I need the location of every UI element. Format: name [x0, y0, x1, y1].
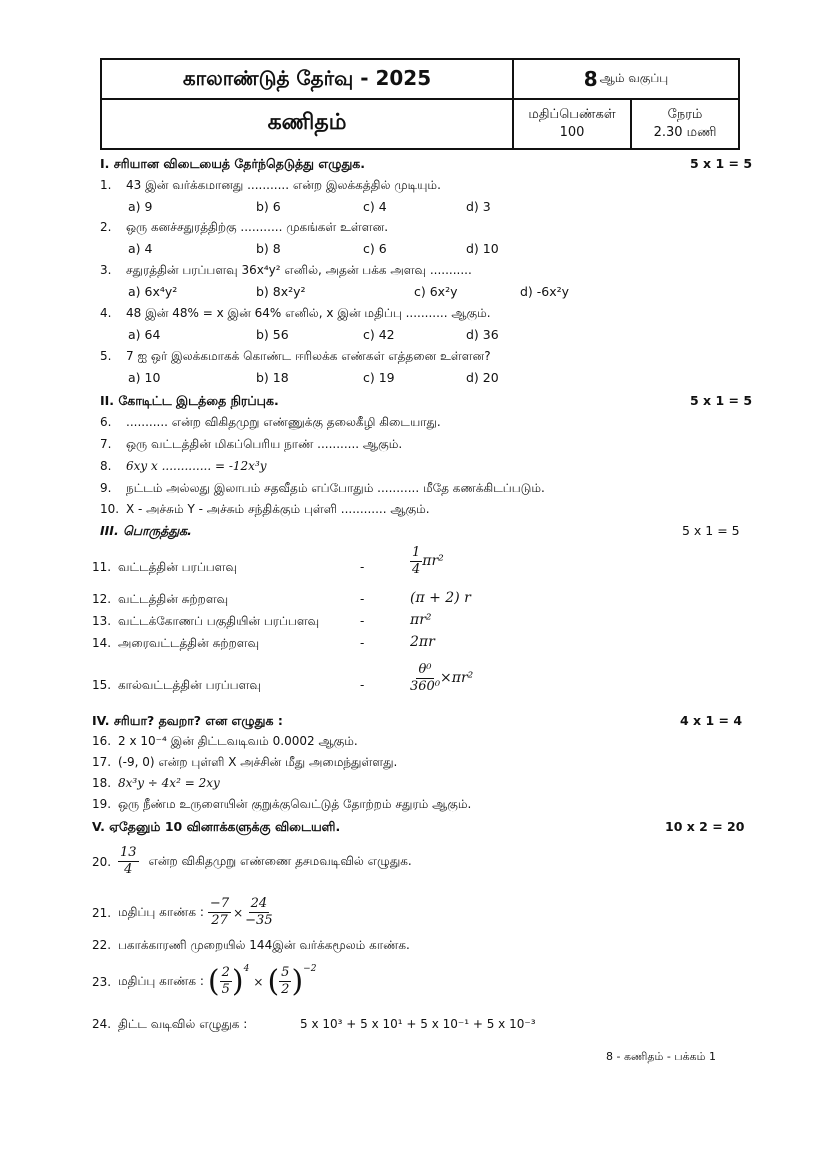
q1-option-c: c) 4 [363, 199, 387, 214]
grade-label: ஆம் வகுப்பு [599, 71, 669, 85]
match-15: $\frac{\text{θ⁰}}{\text{360⁰}}$ ×πr² [410, 662, 474, 694]
section3-heading: III. பொருத்துக. [100, 523, 192, 538]
question-15: 15. கால்வட்டத்தின் பரப்பளவு [92, 678, 261, 692]
section1-marks: 5 x 1 = 5 [690, 156, 753, 171]
marks-label: மதிப்பெண்கள் [528, 107, 616, 122]
q4-option-c: c) 42 [363, 327, 395, 342]
question-24: 24. திட்ட வடிவில் எழுதுக : [92, 1017, 248, 1031]
marks-value: 100 [559, 125, 585, 140]
subject-title: கணிதம் [267, 110, 347, 135]
time-value: 2.30 மணி [653, 125, 717, 140]
question-5: 5. 7 ஐ ஒர் இலக்கமாகக் கொண்ட ஈரிலக்க எண்கள் எத்தனை உள்ளன? [100, 349, 491, 363]
grade-number: 8 [583, 67, 598, 91]
q4-option-d: d) 36 [466, 327, 499, 342]
q5-option-a: a) 10 [128, 370, 161, 385]
q4-option-a: a) 64 [128, 327, 161, 342]
question-18: 18. 8x³y ÷ 4x² = 2xy [92, 776, 220, 790]
q5-option-c: c) 19 [363, 370, 395, 385]
q3-option-a: a) 6x⁴y² [128, 284, 178, 299]
q3-option-b: b) 8x²y² [256, 284, 306, 299]
q2-option-c: c) 6 [363, 241, 387, 256]
q2-option-b: b) 8 [256, 241, 281, 256]
exam-page: காலாண்டுத் தேர்வு - 2025 8 ஆம் வகுப்பு கணிதம் மதிப்பெண்கள் 100 நேரம் 2.30 மணி I. சரியான விடையைத் தேர்ந்தெடுத்து எழுதுக. 5 x 1 = 5 1. 43 இன் வர்க்கமானது ........... என்ற இலக்கத்தில் முடியும். a) 9 b) 6 c) 4 d) 3 2. ஒரு கனச்சதுரத்திற்கு ........... முகங்கள் உள்ளன. a) 4 b) 8 c) 6 d) 10 3. சதுரத்தின் பரப்பளவு 36x⁴y² எனில், அதன் பக்க அளவு ........... a) 6x⁴y² b) 8x²y² c) 6x²y d) -6x²y 4. 48 இன் 48% = x இன் 64% எனில், x இன் மதிப்பு ........... ஆகும். a) 64 b) 56 c) 42 d) 36 5. 7 ஐ ஒர் இலக்கமாகக் கொண்ட ஈரிலக்க எண்கள் எத்தனை உள்ளன? a) 10 b) 18 c) 19 d) 20 II. கோடிட்ட இடத்தை நிரப்புக. 5 x 1 = 5 6. ........... என்ற விகிதமுறு எண்ணுக்கு தலைகீழி கிடையாது. 7. ஒரு வட்டத்தின் மிகப்பெரிய நாண் ........... ஆகும். 8. 6xy x ............. = -12x³y 9. நட்டம் அல்லது இலாபம் சதவீதம் எப்போதும் ........... மீதே கணக்கிடப்படும். 10. X - அச்சும் Y - அச்சும் சந்திக்கும் புள்ளி ............ ஆகும். III. பொருத்துக. 5 x 1 = 5 11. வட்டத்தின் பரப்பளவு - $\frac{1}{4}$ πr² 12. வட்டத்தின் சுற்றளவு - (π + 2) r 13. வட்டக்கோணப் பகுதியின் பரப்பளவு - πr² 14. அரைவட்டத்தின் சுற்றளவு - 2πr 15. கால்வட்டத்தின் பரப்பளவு - $\frac{\text{θ⁰}}{\text{360⁰}}$ ×πr² IV. சரியா? தவறா? என எழுதுக : 4 x 1 = 4 16. 2 x 10⁻⁴ இன் திட்டவடிவம் 0.0002 ஆகும். 17. (-9, 0) என்ற புள்ளி X அச்சின் மீது அமைந்துள்ளது. 18. 8x³y ÷ 4x² = 2xy 19. ஒரு நீண்ம உருளையின் குறுக்குவெட்டுத் தோற்றம் சதுரம் ஆகும். V. ஏதேனும் 10 வினாக்களுக்கு விடையளி. 10 x 2 = 20 20. $\frac{13}{4}$ என்ற விகிதமுறு எண்ணை தசமவடிவில் எழுதுக. 21. மதிப்பு காண்க : $\frac{-7}{27}$ × $\frac{24}{-35}$ 22. பகாக்காரணி முறையில் 144இன் வர்க்கமூலம் காண்க. 23. மதிப்பு காண்க : ( $\frac{2}{5}$ ) $^4$ × ( $\frac{5}{2}$ ) $^{-2}$ 24. திட்ட வடிவில் எழுதுக : 5 x 10³ + 5 x 10¹ + 5 x 10⁻¹ + 5 x 10⁻³ 8 - கணிதம் - பக்கம் 1 [0, 0, 826, 1168]
match-13: πr² [410, 612, 432, 628]
page-footer: 8 - கணிதம் - பக்கம் 1 [606, 1050, 716, 1063]
q5-option-d: d) 20 [466, 370, 499, 385]
q1-option-d: d) 3 [466, 199, 491, 214]
time-label: நேரம் [667, 107, 703, 122]
q2-option-d: d) 10 [466, 241, 499, 256]
question-17: 17. (-9, 0) என்ற புள்ளி X அச்சின் மீது அமைந்துள்ளது. [92, 755, 398, 769]
question-3: 3. சதுரத்தின் பரப்பளவு 36x⁴y² எனில், அதன் பக்க அளவு ........... [100, 263, 472, 277]
section4-marks: 4 x 1 = 4 [680, 713, 743, 728]
section2-marks: 5 x 1 = 5 [690, 393, 753, 408]
section4-heading: IV. சரியா? தவறா? என எழுதுக : [92, 713, 283, 728]
q5-option-b: b) 18 [256, 370, 289, 385]
q1-option-a: a) 9 [128, 199, 153, 214]
question-12: 12. வட்டத்தின் சுற்றளவு [92, 592, 229, 606]
section5-heading: V. ஏதேனும் 10 வினாக்களுக்கு விடையளி. [92, 819, 341, 834]
match-11: $\frac{1}{4}$ πr² [412, 545, 444, 577]
q2-option-a: a) 4 [128, 241, 153, 256]
section5-marks: 10 x 2 = 20 [665, 819, 745, 834]
question-4: 4. 48 இன் 48% = x இன் 64% எனில், x இன் மதிப்பு ........... ஆகும். [100, 306, 491, 320]
question-10: 10. X - அச்சும் Y - அச்சும் சந்திக்கும் புள்ளி ............ ஆகும். [100, 502, 430, 516]
question-21: 21. மதிப்பு காண்க : $\frac{-7}{27}$ × $\frac{24}{-35}$ [92, 896, 273, 928]
question-16: 16. 2 x 10⁻⁴ இன் திட்டவடிவம் 0.0002 ஆகும். [92, 734, 358, 748]
question-13: 13. வட்டக்கோணப் பகுதியின் பரப்பளவு [92, 614, 320, 628]
question-11: 11. வட்டத்தின் பரப்பளவு [92, 560, 237, 574]
question-2: 2. ஒரு கனச்சதுரத்திற்கு ........... முகங்கள் உள்ளன. [100, 220, 389, 234]
question-22: 22. பகாக்காரணி முறையில் 144இன் வர்க்கமூலம் காண்க. [92, 938, 410, 952]
match-14: 2πr [410, 634, 435, 650]
section3-marks: 5 x 1 = 5 [682, 523, 740, 538]
section1-heading: I. சரியான விடையைத் தேர்ந்தெடுத்து எழுதுக. [100, 156, 366, 171]
question-6: 6. ........... என்ற விகிதமுறு எண்ணுக்கு தலைகீழி கிடையாது. [100, 415, 441, 429]
exam-title: காலாண்டுத் தேர்வு - 2025 [182, 65, 432, 90]
q3-option-d: d) -6x²y [520, 284, 570, 299]
question-20: 20. $\frac{13}{4}$ என்ற விகிதமுறு எண்ணை தசமவடிவில் எழுதுக. [92, 845, 412, 877]
question-1: 1. 43 இன் வர்க்கமானது ........... என்ற இலக்கத்தில் முடியும். [100, 178, 441, 192]
question-14: 14. அரைவட்டத்தின் சுற்றளவு [92, 636, 260, 650]
q24-expression: 5 x 10³ + 5 x 10¹ + 5 x 10⁻¹ + 5 x 10⁻³ [300, 1017, 536, 1031]
question-8: 8. 6xy x ............. = -12x³y [100, 459, 267, 473]
question-9: 9. நட்டம் அல்லது இலாபம் சதவீதம் எப்போதும் ........... மீதே கணக்கிடப்படும். [100, 481, 545, 495]
question-23: 23. மதிப்பு காண்க : ( $\frac{2}{5}$ ) $^4$ × ( $\frac{5}{2}$ ) $^{-2}$ [92, 964, 317, 999]
q1-option-b: b) 6 [256, 199, 281, 214]
q4-option-b: b) 56 [256, 327, 289, 342]
section2-heading: II. கோடிட்ட இடத்தை நிரப்புக. [100, 393, 279, 408]
header-table [100, 58, 740, 150]
question-19: 19. ஒரு நீண்ம உருளையின் குறுக்குவெட்டுத் தோற்றம் சதுரம் ஆகும். [92, 797, 472, 811]
q3-option-c: c) 6x²y [414, 284, 458, 299]
match-12: (π + 2) r [410, 590, 471, 606]
question-7: 7. ஒரு வட்டத்தின் மிகப்பெரிய நாண் ........... ஆகும். [100, 437, 403, 451]
